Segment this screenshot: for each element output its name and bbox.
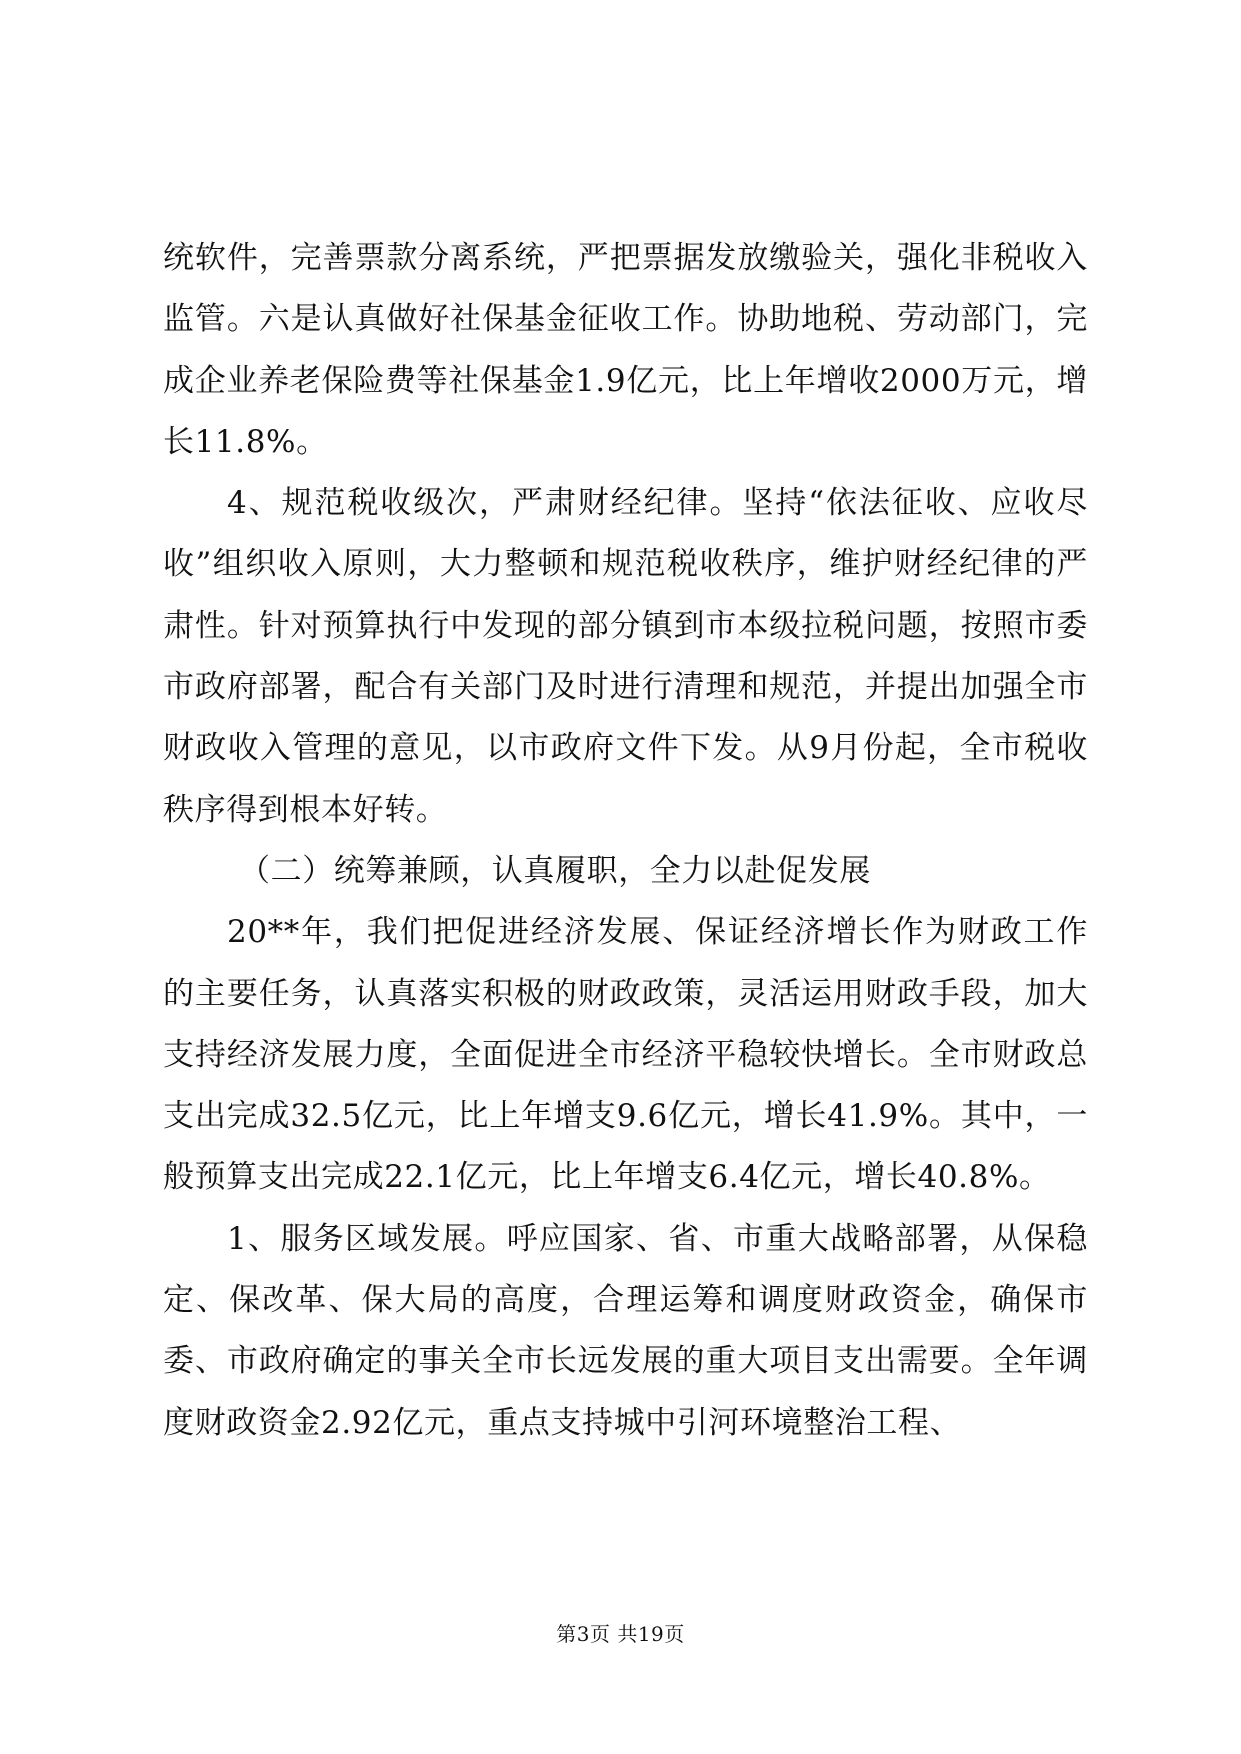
paragraph-economic-development: 20**年，我们把促进经济发展、保证经济增长作为财政工作的主要任务，认真落实积极的财政政策，灵活运用财政手段，加大支持经济发展力度，全面促进全市经济平稳较快增长。全市财政总支出完成32.5亿元，比上年增支9.6亿元，增长41.9%。其中，一般预算支出完成22.1亿元，比上年增支6.4亿元，增长40.8%。: [163, 914, 1088, 1196]
page-number: 第3页 共19页: [556, 1622, 685, 1646]
section-heading: （二）统筹兼顾，认真履职，全力以赴促发展: [239, 852, 871, 889]
document-body: [163, 228, 1088, 1454]
paragraph-tax-regulation: 4、规范税收级次，严肃财经纪律。坚持“依法征收、应收尽收”组织收入原则，大力整顿和规范税收秩序，维护财经纪律的严肃性。针对预算执行中发现的部分镇到市本级拉税问题，按照市委市政府部署，配合有关部门及时进行清理和规范，并提出加强全市财政收入管理的意见，以市政府文件下发。从9月份起，全市税收秩序得到根本好转。: [163, 485, 1088, 828]
paragraph-continuation: 统软件，完善票款分离系统，严把票据发放缴验关，强化非税收入监管。六是认真做好社保基金征收工作。协助地税、劳动部门，完成企业养老保险费等社保基金1.9亿元，比上年增收2000万元，增长11.8%。: [163, 240, 1088, 460]
paragraph-regional-development: 1、服务区域发展。呼应国家、省、市重大战略部署，从保稳定、保改革、保大局的高度，合理运筹和调度财政资金，确保市委、市政府确定的事关全市长远发展的重大项目支出需要。全年调度财政资金2.92亿元，重点支持城中引河环境整治工程、: [163, 1220, 1088, 1441]
